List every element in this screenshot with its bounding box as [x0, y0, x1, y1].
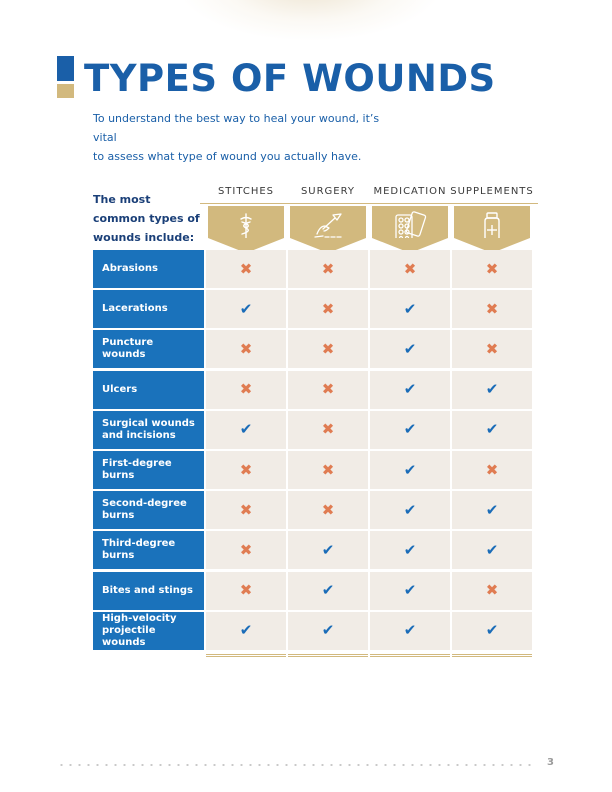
- table-cell-medication: [370, 572, 450, 610]
- check-icon: ✔: [403, 339, 417, 358]
- row-label-text: Bites and stings: [102, 584, 193, 596]
- table-cell-surgery: [288, 250, 368, 288]
- table-cell-surgery: [288, 371, 368, 409]
- row-header-line-1: The most: [93, 193, 151, 206]
- cross-icon: ✖: [321, 299, 335, 318]
- column-label: SURGERY: [282, 180, 374, 204]
- table-cell-supplements: [452, 612, 532, 650]
- table-bottom-rule: [452, 654, 532, 657]
- column-label: MEDICATION: [364, 180, 456, 204]
- check-icon: ✔: [403, 420, 417, 439]
- check-icon: ✔: [239, 299, 253, 318]
- table-cell-stitches: [206, 371, 286, 409]
- row-label: [93, 491, 204, 529]
- check-icon: ✔: [321, 581, 335, 600]
- table-bottom-rule: [288, 654, 368, 657]
- cross-icon: ✖: [321, 339, 335, 358]
- table-cell-medication: [370, 290, 450, 328]
- check-icon: ✔: [403, 581, 417, 600]
- table-cell-supplements: [452, 451, 532, 489]
- row-label: [93, 330, 204, 368]
- table-cell-medication: [370, 411, 450, 449]
- row-label-text: Abrasions: [102, 263, 158, 274]
- row-label-text: Surgical wounds and incisions: [102, 417, 195, 441]
- column-badge: [454, 206, 530, 238]
- cross-icon: ✖: [239, 380, 253, 399]
- check-icon: ✔: [403, 540, 417, 559]
- footer-dotted-rule: [57, 764, 535, 766]
- cross-icon: ✖: [321, 259, 335, 278]
- table-cell-stitches: [206, 451, 286, 489]
- title-accent-bar: [57, 56, 74, 98]
- row-header-line-3: wounds include:: [93, 231, 195, 244]
- table-cell-medication: [370, 531, 450, 569]
- check-icon: ✔: [403, 299, 417, 318]
- scalpel-hand-icon: [311, 212, 345, 242]
- table-cell-supplements: [452, 371, 532, 409]
- table-cell-medication: [370, 371, 450, 409]
- caduceus-icon: [235, 212, 257, 242]
- cross-icon: ✖: [239, 500, 253, 519]
- table-bottom-rule: [206, 654, 286, 657]
- table-cell-stitches: [206, 411, 286, 449]
- row-label-text: Third-degree burns: [102, 538, 176, 562]
- cross-icon: ✖: [485, 581, 499, 600]
- column-header-medication: [370, 180, 450, 254]
- table-bottom-rule: [370, 654, 450, 657]
- check-icon: ✔: [321, 540, 335, 559]
- row-label: [93, 411, 204, 449]
- table-cell-supplements: [452, 290, 532, 328]
- row-header-line-2: common types of: [93, 212, 200, 225]
- table-cell-stitches: [206, 531, 286, 569]
- table-cell-surgery: [288, 451, 368, 489]
- column-header-surgery: [288, 180, 368, 254]
- column-label: SUPPLEMENTS: [446, 180, 538, 204]
- table-cell-stitches: [206, 330, 286, 368]
- cross-icon: ✖: [239, 540, 253, 559]
- row-label: [93, 371, 204, 409]
- table-cell-medication: [370, 451, 450, 489]
- column-header-supplements: [452, 180, 532, 254]
- table-cell-surgery: [288, 491, 368, 529]
- row-label: [93, 250, 204, 288]
- row-label: [93, 572, 204, 610]
- table-cell-stitches: [206, 491, 286, 529]
- row-label-text: First-degree burns: [102, 458, 172, 481]
- table-cell-supplements: [452, 491, 532, 529]
- cross-icon: ✖: [485, 460, 499, 479]
- intro-text: [93, 109, 393, 166]
- page-number: 3: [547, 757, 554, 768]
- check-icon: ✔: [485, 540, 499, 559]
- cross-icon: ✖: [321, 460, 335, 479]
- check-icon: ✔: [485, 380, 499, 399]
- row-label-text: Puncture wounds: [102, 337, 154, 361]
- column-badge: [208, 206, 284, 238]
- row-label: [93, 531, 204, 569]
- table-cell-supplements: [452, 411, 532, 449]
- table-cell-medication: [370, 330, 450, 368]
- row-label-text: Ulcers: [102, 383, 138, 395]
- table-cell-supplements: [452, 250, 532, 288]
- table-cell-supplements: [452, 330, 532, 368]
- cross-icon: ✖: [485, 299, 499, 318]
- cross-icon: ✖: [239, 581, 253, 600]
- cross-icon: ✖: [321, 380, 335, 399]
- table-row-header: [93, 190, 203, 247]
- check-icon: ✔: [485, 500, 499, 519]
- intro-line-2: to assess what type of wound you actually have.: [93, 150, 362, 163]
- row-label-text: High-velocity projectile wounds: [102, 612, 177, 648]
- row-label-text: Lacerations: [102, 303, 168, 315]
- page-title: TYPES OF WOUNDS: [84, 57, 496, 100]
- intro-line-1: To understand the best way to heal your wound, it’s vital: [93, 112, 380, 144]
- cross-icon: ✖: [239, 460, 253, 479]
- table-cell-medication: [370, 491, 450, 529]
- check-icon: ✔: [485, 420, 499, 439]
- check-icon: ✔: [403, 380, 417, 399]
- table-cell-stitches: [206, 290, 286, 328]
- check-icon: ✔: [485, 621, 499, 640]
- table-cell-surgery: [288, 411, 368, 449]
- cross-icon: ✖: [485, 339, 499, 358]
- table-cell-surgery: [288, 290, 368, 328]
- table-cell-surgery: [288, 572, 368, 610]
- cross-icon: ✖: [321, 420, 335, 439]
- cross-icon: ✖: [239, 339, 253, 358]
- cross-icon: ✖: [239, 259, 253, 278]
- table-cell-surgery: [288, 612, 368, 650]
- column-label: STITCHES: [200, 180, 292, 204]
- row-label: [93, 612, 204, 650]
- check-icon: ✔: [403, 460, 417, 479]
- check-icon: ✔: [239, 621, 253, 640]
- table-cell-stitches: [206, 572, 286, 610]
- check-icon: ✔: [239, 420, 253, 439]
- table-cell-surgery: [288, 330, 368, 368]
- table-cell-stitches: [206, 612, 286, 650]
- cross-icon: ✖: [321, 500, 335, 519]
- column-badge: [372, 206, 448, 238]
- table-cell-medication: [370, 612, 450, 650]
- table-cell-surgery: [288, 531, 368, 569]
- row-label: [93, 451, 204, 489]
- check-icon: ✔: [403, 500, 417, 519]
- header-glow: [180, 0, 440, 40]
- check-icon: ✔: [321, 621, 335, 640]
- row-label: [93, 290, 204, 328]
- table-cell-medication: [370, 250, 450, 288]
- table-cell-supplements: [452, 572, 532, 610]
- column-header-stitches: [206, 180, 286, 254]
- column-badge: [290, 206, 366, 238]
- row-label-text: Second-degree burns: [102, 498, 187, 522]
- table-cell-stitches: [206, 250, 286, 288]
- cross-icon: ✖: [485, 259, 499, 278]
- table-cell-supplements: [452, 531, 532, 569]
- check-icon: ✔: [403, 621, 417, 640]
- cross-icon: ✖: [403, 259, 417, 278]
